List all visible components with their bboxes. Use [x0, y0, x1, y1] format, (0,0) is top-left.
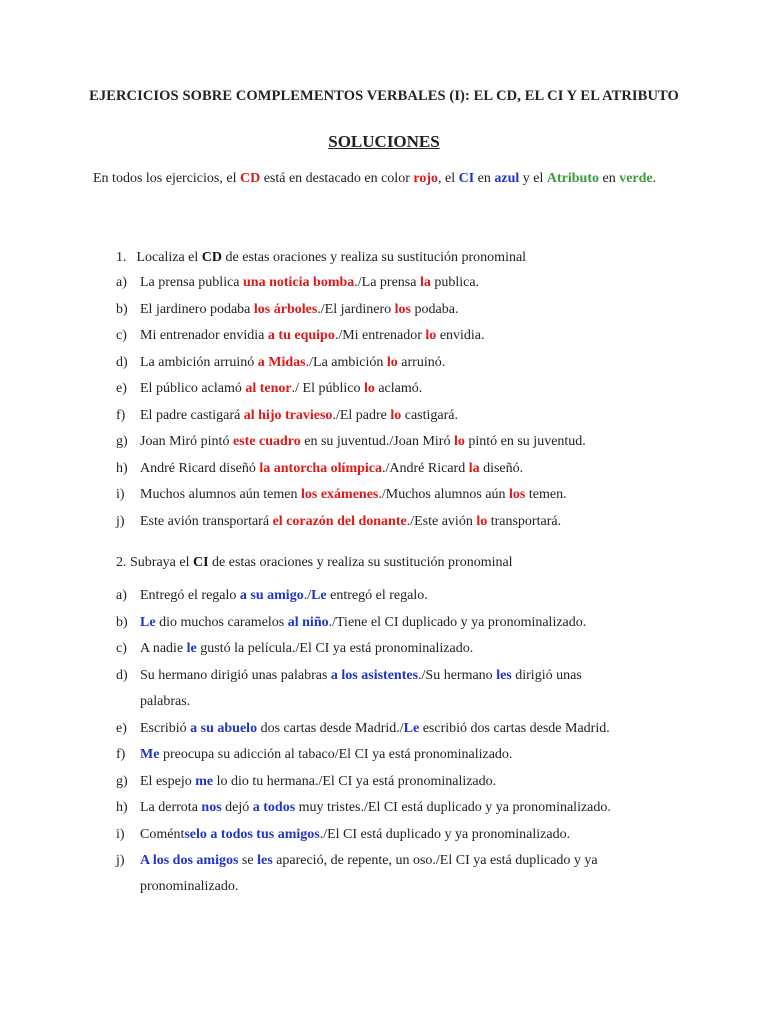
azul-label: azul [494, 171, 520, 186]
cd-highlight: el corazón del donante [272, 514, 407, 529]
sentence-text: arruinó. [397, 355, 446, 370]
list-item [116, 663, 676, 715]
item-label: c) [116, 328, 127, 343]
sentence-text: Comént [140, 827, 185, 842]
item-label: e) [116, 381, 127, 396]
intro-text: , el [437, 171, 459, 186]
ci-pronoun: les [257, 853, 273, 868]
sentence-text: aclamó. [374, 381, 423, 396]
cd-pronoun: la [468, 461, 480, 476]
sentence-text: ./La prensa [354, 275, 420, 290]
cd-pronoun: los [509, 487, 526, 502]
item-label: j) [116, 853, 125, 868]
sentence-text: Entregó el regalo [140, 588, 240, 603]
cd-pronoun: lo [386, 355, 398, 370]
cd-term: CD [201, 250, 223, 265]
sentence-text: pintó en su juventud. [464, 434, 586, 449]
sentence-text: entregó el regalo. [326, 588, 428, 603]
item-label: g) [116, 434, 128, 449]
cd-pronoun: lo [363, 381, 375, 396]
ci-pronoun: le [186, 641, 197, 656]
ci-pronoun: Le [140, 615, 156, 630]
ci-pronoun: Le [403, 721, 420, 736]
cd-highlight: a tu equipo [267, 328, 335, 343]
item-label: j) [116, 514, 125, 529]
section-text: Subraya el [130, 555, 193, 570]
list-item [116, 848, 676, 900]
item-label: d) [116, 355, 128, 370]
ci-highlight: a todos [252, 800, 296, 815]
ci-highlight: a los asistentes [330, 668, 419, 683]
item-label: e) [116, 721, 127, 736]
item-label: i) [116, 827, 125, 842]
section-1-heading [116, 248, 676, 268]
item-label: b) [116, 615, 128, 630]
ci-pronoun: Le [311, 588, 327, 603]
cd-highlight: la antorcha olímpica [259, 461, 382, 476]
ci-highlight: a su amigo [239, 588, 304, 603]
intro-text: en [599, 171, 620, 186]
cd-highlight: al tenor [245, 381, 292, 396]
sentence-text: La ambición arruinó [140, 355, 258, 370]
sentence-text: ./La ambición [305, 355, 387, 370]
intro-text: y el [519, 171, 547, 186]
sentence-text: A nadie [140, 641, 187, 656]
sentence-text: transportará. [487, 514, 562, 529]
sentence-text: gustó la película./El CI ya está pronominalizado. [196, 641, 474, 656]
sentence-text: dejó [221, 800, 253, 815]
cd-highlight: al hijo travieso [243, 408, 333, 423]
item-label: g) [116, 774, 128, 789]
ci-term: CI [192, 555, 209, 570]
item-label: h) [116, 800, 128, 815]
sentence-text: Mi entrenador envidia [140, 328, 268, 343]
cd-pronoun: lo [453, 434, 465, 449]
cd-pronoun: lo [476, 514, 488, 529]
ci-label: CI [458, 171, 475, 186]
section-number: 1. [116, 250, 127, 265]
sentence-text: ./André Ricard [382, 461, 469, 476]
sentence-text: escribió dos cartas desde Madrid. [419, 721, 610, 736]
item-label: a) [116, 275, 127, 290]
cd-label: CD [239, 171, 261, 186]
sentence-text: Escribió [140, 721, 191, 736]
item-label: c) [116, 641, 127, 656]
sentence-text: ./ [303, 588, 312, 603]
sentence-text: diseñó. [479, 461, 524, 476]
sentence-text: La prensa publica [140, 275, 244, 290]
sentence-text: en su juventud./Joan Miró [300, 434, 454, 449]
cd-pronoun: lo [425, 328, 437, 343]
sentence-text: Este avión transportará [140, 514, 273, 529]
item-label: d) [116, 668, 128, 683]
sentence-text: castigará. [401, 408, 458, 423]
sentence-text: La derrota [140, 800, 202, 815]
sentence-text: El jardinero podaba [140, 302, 254, 317]
sentence-text: pronominalizado. [140, 879, 239, 894]
sentence-text: André Ricard diseñó [140, 461, 260, 476]
sentence-text: palabras. [140, 694, 191, 709]
sentence-text: dirigió unas [511, 668, 582, 683]
intro-text: En todos los ejercicios, el [93, 171, 240, 186]
sentence-text: se [238, 853, 258, 868]
cd-pronoun: lo [390, 408, 402, 423]
sentence-text: ./Mi entrenador [334, 328, 426, 343]
ci-pronoun: me [195, 774, 214, 789]
cd-pronoun: la [419, 275, 431, 290]
item-label: a) [116, 588, 127, 603]
sentence-text: Joan Miró pintó [140, 434, 233, 449]
section-text: Localiza el [136, 250, 202, 265]
sentence-text: preocupa su adicción al tabaco/El CI ya está pronominalizado. [159, 747, 513, 762]
item-label: b) [116, 302, 128, 317]
intro-paragraph [93, 168, 678, 190]
sentence-text: podaba. [411, 302, 459, 317]
intro-text: está en destacado en color [260, 171, 414, 186]
sentence-text: ./Su hermano [418, 668, 497, 683]
sentence-text: El público aclamó [140, 381, 246, 396]
cd-highlight: a Midas [257, 355, 306, 370]
section-number: 2. [116, 555, 127, 570]
sentence-text: lo dio tu hermana./El CI ya está pronominalizado. [213, 774, 497, 789]
sentence-text: El espejo [140, 774, 196, 789]
sentence-text: envidia. [436, 328, 485, 343]
cd-highlight: los árboles [253, 302, 318, 317]
sentence-text: dos cartas desde Madrid./ [257, 721, 404, 736]
intro-text: . [652, 171, 657, 186]
page-title: EJERCICIOS SOBRE COMPLEMENTOS VERBALES (I): EL CD, EL CI Y EL ATRIBUTO [89, 88, 679, 104]
page-subtitle: SOLUCIONES [328, 132, 440, 151]
ci-highlight: a su abuelo [190, 721, 258, 736]
ci-highlight: A los dos amigos [140, 853, 239, 868]
sentence-text: temen. [525, 487, 567, 502]
item-label: i) [116, 487, 125, 502]
sentence-text: apareció, de repente, un oso./El CI ya está duplicado y ya [272, 853, 598, 868]
ci-pronoun: selo [184, 827, 207, 842]
ci-highlight: a todos tus amigos [210, 827, 320, 842]
sentence-text: ./Muchos alumnos aún [378, 487, 510, 502]
ci-pronoun: nos [201, 800, 222, 815]
rojo-label: rojo [413, 171, 438, 186]
sentence-text: dio muchos caramelos [155, 615, 288, 630]
cd-highlight: los exámenes [300, 487, 379, 502]
sentence-text: Muchos alumnos aún temen [140, 487, 301, 502]
atributo-label: Atributo [546, 171, 599, 186]
sentence-text: El padre castigará [140, 408, 244, 423]
sentence-text: ./El padre [332, 408, 391, 423]
ci-pronoun: Me [140, 747, 160, 762]
item-label: f) [116, 408, 126, 423]
sentence-text: Su hermano dirigió unas palabras [140, 668, 331, 683]
sentence-text: ./ El público [291, 381, 364, 396]
sentence-text: ./El CI está duplicado y ya pronominalizado. [319, 827, 571, 842]
ci-highlight: al niño [287, 615, 329, 630]
sentence-text: ./Tiene el CI duplicado y ya pronominalizado. [328, 615, 587, 630]
ci-pronoun: les [496, 668, 512, 683]
intro-text: en [474, 171, 495, 186]
sentence-text: ./Este avión [406, 514, 477, 529]
section-text: de estas oraciones y realiza su sustitución pronominal [208, 555, 513, 570]
sentence-text: ./El jardinero [317, 302, 395, 317]
item-label: f) [116, 747, 126, 762]
cd-highlight: una noticia bomba [243, 275, 355, 290]
cd-highlight: este cuadro [232, 434, 301, 449]
sentence-text: publica. [430, 275, 480, 290]
item-label: h) [116, 461, 128, 476]
cd-pronoun: los [394, 302, 412, 317]
sentence-text: muy tristes./El CI está duplicado y ya pronominalizado. [295, 800, 611, 815]
section-2-heading [116, 553, 676, 573]
verde-label: verde [619, 171, 653, 186]
section-text: de estas oraciones y realiza su sustitución pronominal [222, 250, 527, 265]
